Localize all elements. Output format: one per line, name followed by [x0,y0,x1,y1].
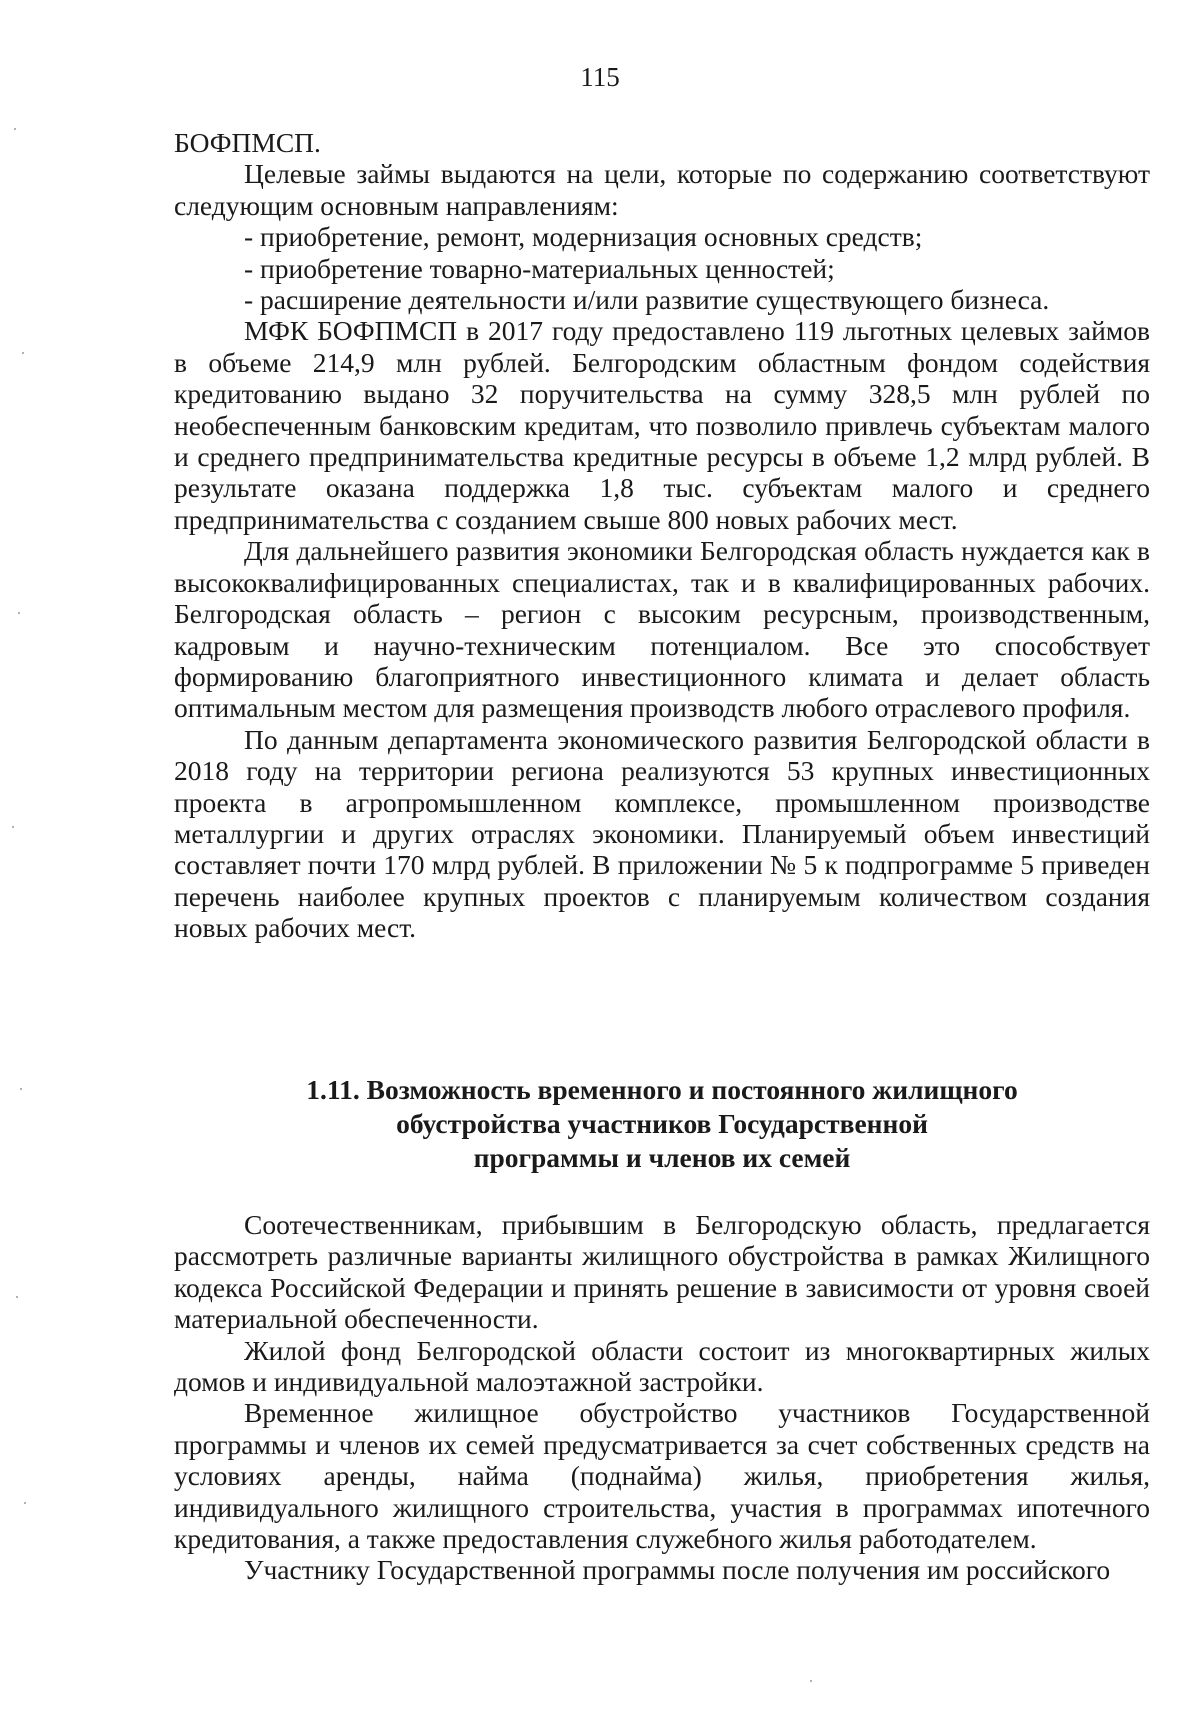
section-heading-line: программы и членов их семей [473,1142,851,1173]
paragraph: Участнику Государственной программы после получения им российского [244,1554,1111,1586]
scan-speck [20,1088,22,1090]
list-item: - расширение деятельности и/или развитие существующего бизнеса. [244,284,1050,316]
section-heading-line: 1.11. Возможность временного и постоянного жилищного [306,1074,1018,1105]
paragraph: Соотечественникам, прибывшим в Белгородскую область, предлагается рассмотреть различные варианты жилищного обустройства в рамках Жилищного кодекса Российской Федерации и принять решение в зависимости от уровня своей материальной обеспеченности. [174,1209,1150,1335]
scan-speck [22,352,24,354]
body-text-block-2 [174,1209,1150,1586]
scan-speck [16,1296,18,1298]
scan-speck [18,612,20,614]
paragraph: По данным департамента экономического развития Белгородской области в 2018 году на территории региона реализуются 53 крупных инвестиционных проекта в агропромышленном комплексе, промышленном производстве металлургии и других отраслях экономики. Планируемый объем инвестиций составляет почти 170 млрд рублей. В приложении № 5 к подпрограмме 5 приведен перечень наиболее крупных проектов с планируемым количеством создания новых рабочих мест. [174,723,1150,944]
section-heading [174,1073,1150,1175]
body-text-block-1 [174,127,1150,944]
paragraph: МФК БОФПМСП в 2017 году предоставлено 119 льготных целевых займов в объеме 214,9 млн рублей. Белгородским областным фондом содействия кредитованию выдано 32 поручительства на сумму 328,5 млн рублей по необеспеченным банковским кредитам, что позволило привлечь субъектам малого и среднего предпринимательства кредитные ресурсы в объеме 1,2 млрд рублей. В результате оказана поддержка 1,8 тыс. субъектам малого и среднего предпринимательства с созданием свыше 800 новых рабочих мест. [174,315,1150,535]
page-number: 115 [580,62,620,92]
paragraph: БОФПМСП. [174,127,321,158]
paragraph: Временное жилищное обустройство участников Государственной программы и членов их семей предусматривается за счет собственных средств на условиях аренды, найма (поднайма) жилья, приобретения жилья, индивидуального жилищного строительства, участия в программах ипотечного кредитования, а также предоставления служебного жилья работодателем. [174,1397,1150,1555]
paragraph: Для дальнейшего развития экономики Белгородская область нуждается как в высококвалифицированных специалистах, так и в квалифицированных рабочих. Белгородская область – регион с высоким ресурсным, производственным, кадровым и научно-техническим потенциалом. Все это способствует формированию благоприятного инвестиционного климата и делает область оптимальным местом для размещения производств любого отраслевого профиля. [174,535,1150,724]
section-heading-line: обустройства участников Государственной [396,1108,928,1139]
list-item: - приобретение, ремонт, модернизация основных средств; [244,221,923,253]
list-item: - приобретение товарно-материальных ценностей; [244,252,835,284]
scan-speck [12,826,14,828]
scan-speck [14,128,16,130]
scan-speck [24,1502,26,1504]
paragraph: Жилой фонд Белгородской области состоит из многоквартирных жилых домов и индивидуальной малоэтажной застройки. [174,1334,1150,1398]
scan-speck [810,1680,812,1682]
paragraph: Целевые займы выдаются на цели, которые по содержанию соответствуют следующим основным направлениям: [174,158,1150,221]
